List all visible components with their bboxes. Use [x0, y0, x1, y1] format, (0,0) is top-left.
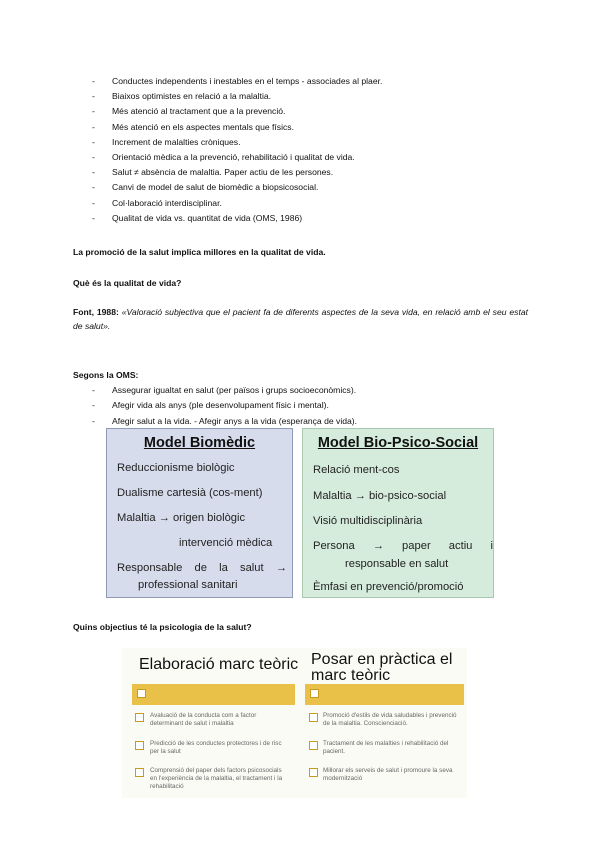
objective-item: Millorar els serveis de salut i promoure la seva modernització [323, 767, 453, 782]
checkbox-icon [135, 713, 144, 722]
list-item: - Col·laboració interdisciplinar. [92, 196, 382, 211]
list-item: - Qualitat de vida vs. quantitat de vida (OMS, 1986) [92, 211, 382, 226]
model-line: Responsable de la salut → [117, 562, 287, 574]
objective-item: Tractament de les malalties i rehabilitació del pacient. [323, 740, 449, 755]
oms-items [92, 368, 357, 429]
biopsychosocial-title: Model Bio-Psico-Social [317, 435, 479, 451]
list-item: - Afegir salut a la vida. - Afegir anys a la vida (esperança de vida). [92, 414, 357, 429]
model-line: responsable en salut [345, 558, 449, 570]
quote-text: «Valoració subjectiva que el pacient fa de diferents aspectes de la seva vida, en relació amb el seu estat de salut». [73, 307, 529, 331]
checkbox-icon [137, 689, 146, 698]
model-line: Malaltia → origen biològic [117, 512, 246, 524]
checkbox-icon [309, 741, 318, 750]
list-item: - Conductes independents i inestables en el temps - associades al plaer. [92, 74, 382, 89]
checkbox-icon [135, 768, 144, 777]
list-item: - Assegurar igualtat en salut (per països i grups socioeconòmics). [92, 383, 357, 398]
model-line: intervenció mèdica [179, 537, 273, 549]
oms-heading: Segons la OMS: [73, 370, 139, 380]
promotion-statement: La promoció de la salut implica millores en la qualitat de vida. [73, 247, 326, 257]
biopsychosocial-model-box [302, 428, 494, 598]
model-line: Relació ment-cos [313, 464, 400, 476]
factors-list [92, 74, 382, 226]
checkbox-icon [310, 689, 319, 698]
quality-question: Què és la qualitat de vida? [73, 278, 182, 288]
objectives-right-title-2: marc teòric [311, 667, 391, 684]
objectives-right-title-1: Posar en pràctica el [311, 651, 453, 668]
biomedical-title: Model Biomèdic [143, 435, 256, 451]
left-header-bar [132, 684, 295, 705]
model-line: Dualisme cartesià (cos-ment) [117, 487, 263, 499]
quote-author: Font, 1988: [73, 307, 119, 317]
checkbox-icon [135, 741, 144, 750]
model-line: professional sanitari [138, 579, 238, 591]
model-line: Visió multidisciplinària [313, 515, 423, 527]
list-item: - Biaixos optimistes en relació a la malaltia. [92, 89, 382, 104]
objective-item: Comprensió del paper dels factors psicosocials en l'experiència de la malaltia, el tractament i la rehabilitació [150, 767, 283, 790]
list-item: - Salut ≠ absència de malaltia. Paper actiu de les persones. [92, 165, 382, 180]
list-item: - Increment de malalties cròniques. [92, 135, 382, 150]
list-item: - Més atenció en els aspectes mentals que físics. [92, 120, 382, 135]
objectives-left-title: Elaboració marc teòric [139, 656, 299, 673]
model-line: Èmfasi en prevenció/promoció [313, 581, 464, 593]
model-line: Malaltia → bio-psico-social [313, 490, 447, 502]
right-header-bar [305, 684, 464, 705]
model-line: Reduccionisme biològic [117, 462, 235, 474]
list-item: - Més atenció al tractament que a la prevenció. [92, 104, 382, 119]
checkbox-icon [309, 768, 318, 777]
checkbox-icon [309, 713, 318, 722]
list-item: - Canvi de model de salut de biomèdic a biopsicosocial. [92, 180, 382, 195]
objective-item: Avaluació de la conducta com a factor determinant de salut i malaltia [150, 712, 257, 727]
objective-item: Promoció d'estils de vida saludables i prevenció de la malaltia. Conscienciació. [323, 712, 457, 727]
model-line: Persona → paper actiu i [313, 540, 493, 552]
quote-block [73, 305, 528, 333]
objective-item: Predicció de les conductes protectores i de risc per la salut [150, 740, 282, 755]
list-item: - Afegir vida als anys (ple desenvolupament físic i mental). [92, 398, 357, 413]
list-item: - Orientació mèdica a la prevenció, rehabilitació i qualitat de vida. [92, 150, 382, 165]
objectives-question: Quins objectius té la psicologia de la salut? [73, 622, 252, 632]
biomedical-model-box [106, 428, 293, 598]
